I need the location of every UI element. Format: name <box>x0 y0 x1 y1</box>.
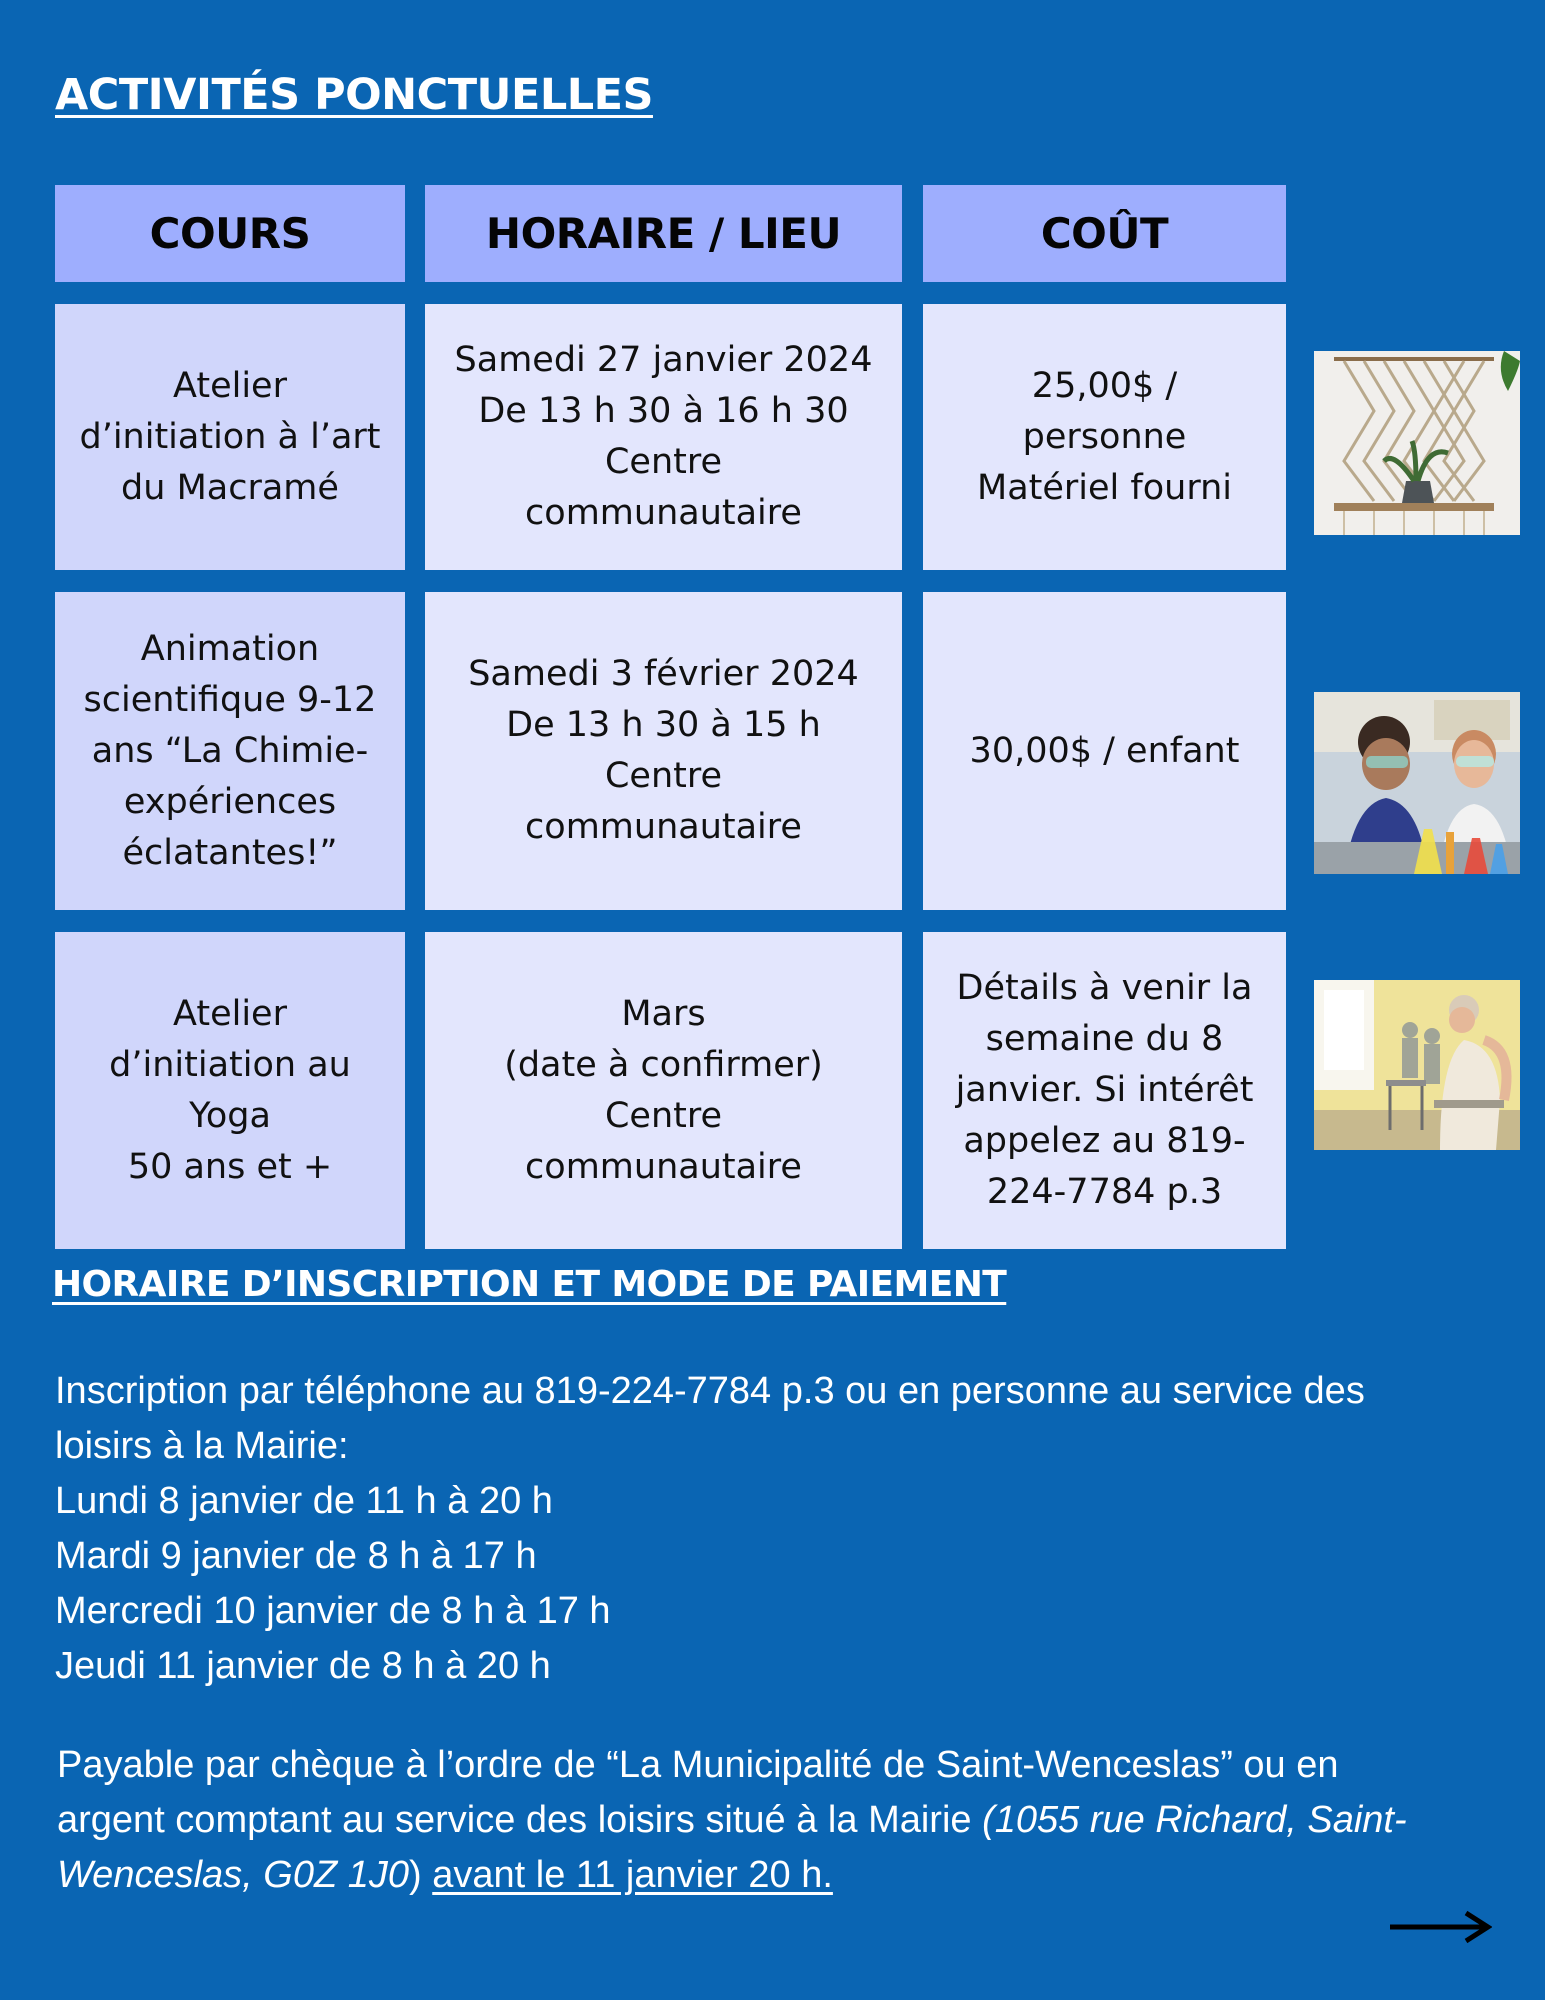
course-text-line: du Macramé <box>121 467 339 508</box>
schedule-text-line: Centre <box>604 1095 723 1136</box>
macrame-wall-hanging-photo <box>1314 351 1520 535</box>
course-text-line: Yoga <box>189 1095 271 1136</box>
schedule-text-line: De 13 h 30 à 15 h <box>506 705 821 745</box>
row3-course-cell <box>55 932 405 1249</box>
registration-line: Jeudi 11 janvier de 8 h à 20 h <box>55 1645 551 1687</box>
address-text: Wenceslas, G0Z 1J0 <box>57 1854 410 1896</box>
payment-text: ) <box>409 1854 433 1896</box>
schedule-text-line: (date à confirmer) <box>504 1044 823 1085</box>
course-text-line: d’initiation à l’art <box>79 416 381 457</box>
course-text-line: Atelier <box>173 993 287 1034</box>
payment-line <box>57 1848 1407 1903</box>
course-text-line: 50 ans et + <box>127 1146 333 1187</box>
schedule-text-line: communautaire <box>525 493 802 533</box>
cost-text-line: janvier. Si intérêt <box>955 1070 1254 1110</box>
cost-text-line: 224-7784 p.3 <box>986 1172 1223 1212</box>
payment-line <box>57 1793 1407 1848</box>
course-text-line: d’initiation au <box>109 1044 351 1085</box>
cost-text-line: 30,00$ / enfant <box>969 730 1240 771</box>
cost-text-line: appelez au 819- <box>963 1121 1246 1161</box>
header-cout-label: COÛT <box>1040 209 1169 258</box>
payment-line: Payable par chèque à l’ordre de “La Municipalité de Saint-Wenceslas” ou en <box>57 1744 1339 1786</box>
right-arrow-icon[interactable] <box>1388 1910 1492 1949</box>
kids-chemistry-lab-photo <box>1314 692 1520 874</box>
course-text-line: ans “La Chimie- <box>91 730 369 771</box>
deadline-text: avant le 11 janvier 20 h. <box>432 1854 833 1896</box>
header-cours <box>55 185 405 282</box>
registration-line: Mercredi 10 janvier de 8 h à 17 h <box>55 1590 611 1632</box>
schedule-text-line: De 13 h 30 à 16 h 30 <box>478 391 849 431</box>
schedule-text-line: Samedi 3 février 2024 <box>468 654 859 694</box>
row1-cost-cell <box>923 304 1286 570</box>
course-text-line: scientifique 9-12 <box>83 679 377 720</box>
row3-schedule-cell <box>425 932 902 1249</box>
seniors-chair-yoga-photo <box>1314 980 1520 1150</box>
address-text: (1055 rue Richard, Saint- <box>982 1799 1407 1841</box>
cost-text-line: semaine du 8 <box>985 1019 1224 1059</box>
header-horaire-lieu <box>425 185 902 282</box>
course-text-line: Animation <box>140 628 320 669</box>
row3-cost-cell <box>923 932 1286 1249</box>
schedule-text-line: Samedi 27 janvier 2024 <box>454 340 873 380</box>
schedule-text-line: Mars <box>621 993 706 1034</box>
schedule-text-line: communautaire <box>525 1146 802 1187</box>
cost-text-line: 25,00$ / <box>1031 365 1178 406</box>
cost-text-line: Détails à venir la <box>956 968 1253 1008</box>
header-horaire-label: HORAIRE / LIEU <box>485 209 842 258</box>
registration-line: Mardi 9 janvier de 8 h à 17 h <box>55 1535 537 1577</box>
row2-cost-cell <box>923 592 1286 910</box>
schedule-text-line: Centre <box>604 442 723 482</box>
registration-line: Inscription par téléphone au 819-224-7784 p.3 ou en personne au service des <box>55 1370 1365 1412</box>
course-text-line: expériences <box>123 781 337 822</box>
row2-schedule-cell <box>425 592 902 910</box>
registration-title: HORAIRE D’INSCRIPTION ET MODE DE PAIEMENT <box>52 1264 1007 1305</box>
cost-text-line: personne <box>1022 416 1187 457</box>
cost-text-line: Matériel fourni <box>977 467 1232 508</box>
registration-line: loisirs à la Mairie: <box>55 1425 349 1467</box>
registration-line: Lundi 8 janvier de 11 h à 20 h <box>55 1480 553 1522</box>
course-text-line: Atelier <box>173 365 287 406</box>
header-cours-label: COURS <box>149 209 311 258</box>
header-cout <box>923 185 1286 282</box>
registration-schedule-block <box>55 1364 1365 1694</box>
row1-course-cell <box>55 304 405 570</box>
schedule-text-line: Centre <box>604 756 723 796</box>
payment-block <box>57 1738 1407 1903</box>
schedule-text-line: communautaire <box>525 807 802 847</box>
page-title: ACTIVITÉS PONCTUELLES <box>55 70 653 120</box>
row1-schedule-cell <box>425 304 902 570</box>
payment-text: argent comptant au service des loisirs situé à la Mairie <box>57 1799 983 1841</box>
course-text-line: éclatantes!” <box>122 832 338 873</box>
row2-course-cell <box>55 592 405 910</box>
